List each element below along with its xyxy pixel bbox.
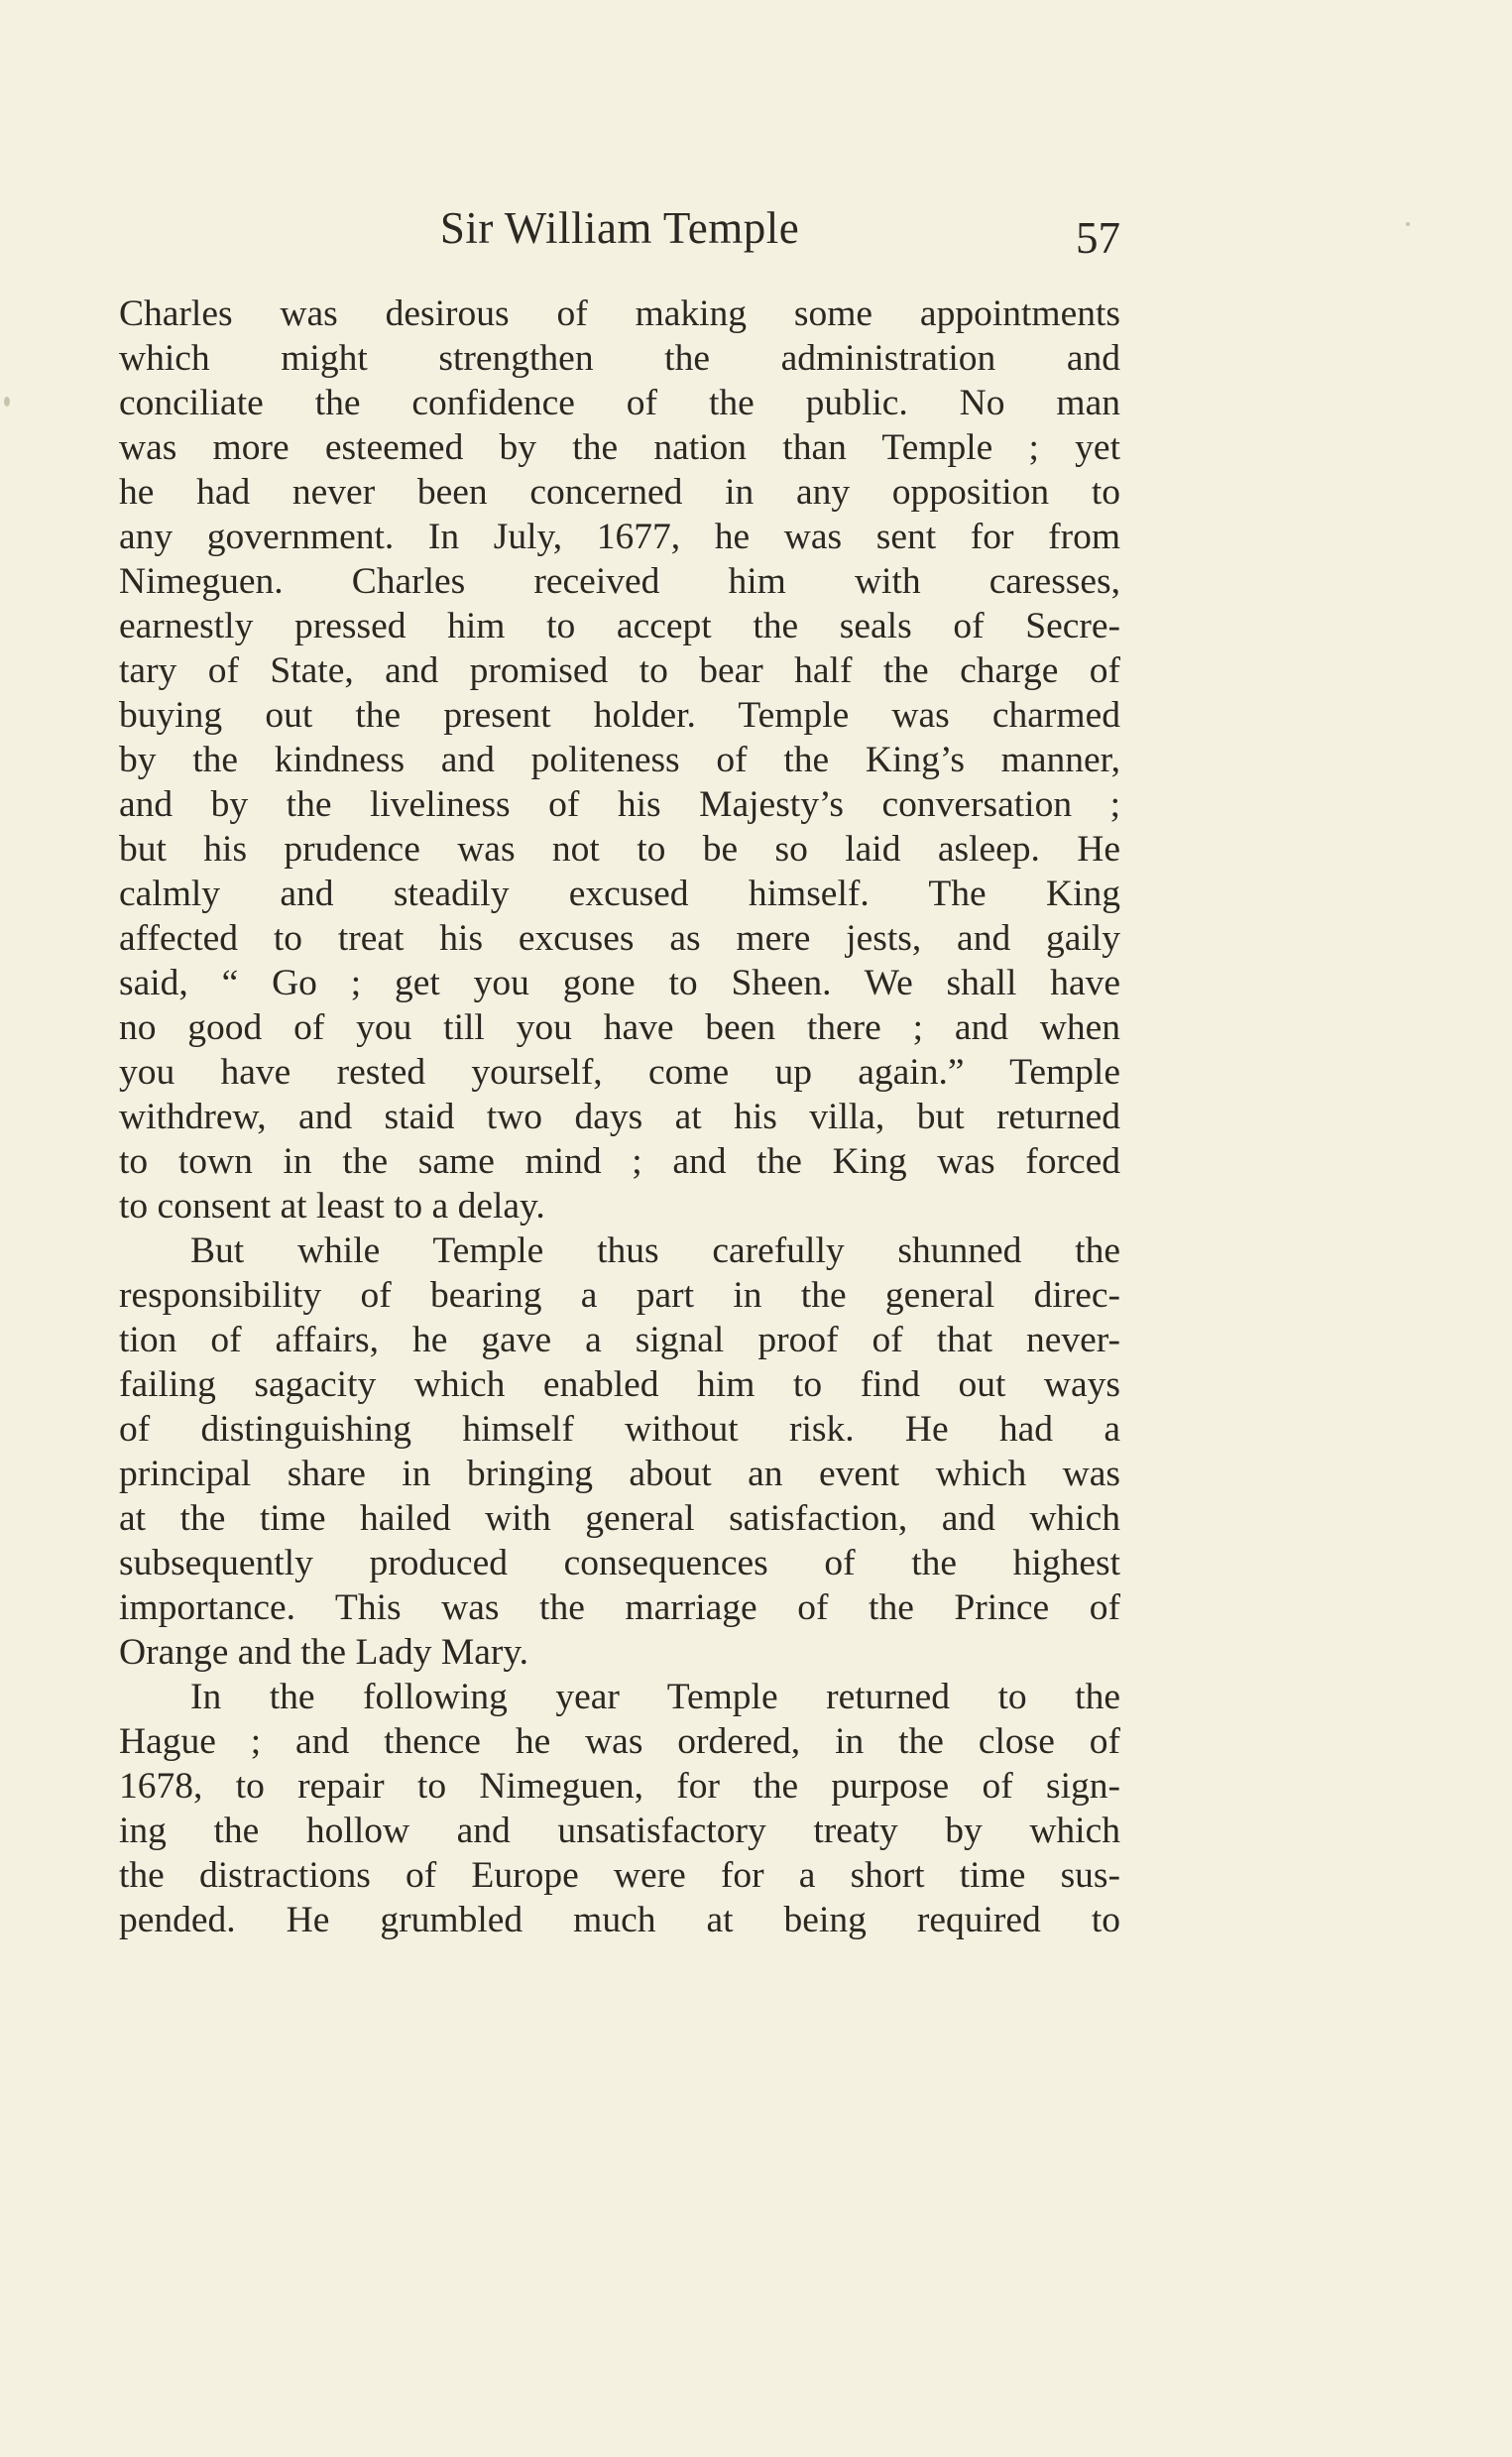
text-line: Nimeguen. Charles received him with caresses, xyxy=(119,561,1120,602)
text-line: tion of affairs, he gave a signal proof of that never- xyxy=(119,1320,1120,1360)
text-line: by the kindness and politeness of the King’s manner, xyxy=(119,740,1120,780)
paper-speck xyxy=(4,397,10,407)
paper-speck xyxy=(1406,222,1410,226)
text-line: at the time hailed with general satisfaction, and which xyxy=(119,1498,1120,1539)
text-line: tary of State, and promised to bear half the charge of xyxy=(119,650,1120,691)
text-line: withdrew, and staid two days at his villa, but returned xyxy=(119,1097,1120,1137)
text-line: and by the liveliness of his Majesty’s conversation ; xyxy=(119,784,1120,825)
text-line: earnestly pressed him to accept the seals of Secre- xyxy=(119,606,1120,646)
paragraph-end-line: to consent at least to a delay. xyxy=(119,1186,545,1227)
paragraph-start-line: But while Temple thus carefully shunned the xyxy=(190,1230,1120,1271)
text-line: to town in the same mind ; and the King was forced xyxy=(119,1141,1120,1182)
text-line: subsequently produced consequences of the highest xyxy=(119,1543,1120,1583)
text-line: you have rested yourself, come up again.” Temple xyxy=(119,1052,1120,1093)
text-line: responsibility of bearing a part in the general direc- xyxy=(119,1275,1120,1316)
page-number: 57 xyxy=(1076,213,1120,263)
text-line: Hague ; and thence he was ordered, in the close of xyxy=(119,1721,1120,1762)
text-line: importance. This was the marriage of the Prince of xyxy=(119,1587,1120,1628)
running-head xyxy=(119,198,1120,268)
text-line: pended. He grumbled much at being required to xyxy=(119,1900,1120,1940)
text-line: buying out the present holder. Temple was charmed xyxy=(119,695,1120,736)
body-text xyxy=(119,292,1120,1942)
text-line: Charles was desirous of making some appointments xyxy=(119,293,1120,334)
text-line: 1678, to repair to Nimeguen, for the purpose of sign- xyxy=(119,1766,1120,1807)
text-line: was more esteemed by the nation than Temple ; yet xyxy=(119,427,1120,468)
text-line: principal share in bringing about an event which was xyxy=(119,1454,1120,1494)
text-line: conciliate the confidence of the public. No man xyxy=(119,383,1120,423)
paragraph-start-line: In the following year Temple returned to the xyxy=(190,1677,1120,1717)
text-line: any government. In July, 1677, he was sent for from xyxy=(119,517,1120,557)
paragraph-end-line: Orange and the Lady Mary. xyxy=(119,1632,529,1673)
text-line: no good of you till you have been there ; and when xyxy=(119,1007,1120,1048)
text-line: calmly and steadily excused himself. The King xyxy=(119,874,1120,914)
running-title: Sir William Temple xyxy=(439,203,800,253)
text-line: but his prudence was not to be so laid asleep. He xyxy=(119,829,1120,870)
text-line: said, “ Go ; get you gone to Sheen. We shall have xyxy=(119,963,1120,1003)
text-line: affected to treat his excuses as mere jests, and gaily xyxy=(119,918,1120,959)
text-line: failing sagacity which enabled him to find out ways xyxy=(119,1364,1120,1405)
text-line: of distinguishing himself without risk. He had a xyxy=(119,1409,1120,1450)
text-line: the distractions of Europe were for a short time sus- xyxy=(119,1855,1120,1896)
text-line: he had never been concerned in any opposition to xyxy=(119,472,1120,513)
text-line: ing the hollow and unsatisfactory treaty by which xyxy=(119,1811,1120,1851)
text-line: which might strengthen the administration and xyxy=(119,338,1120,379)
